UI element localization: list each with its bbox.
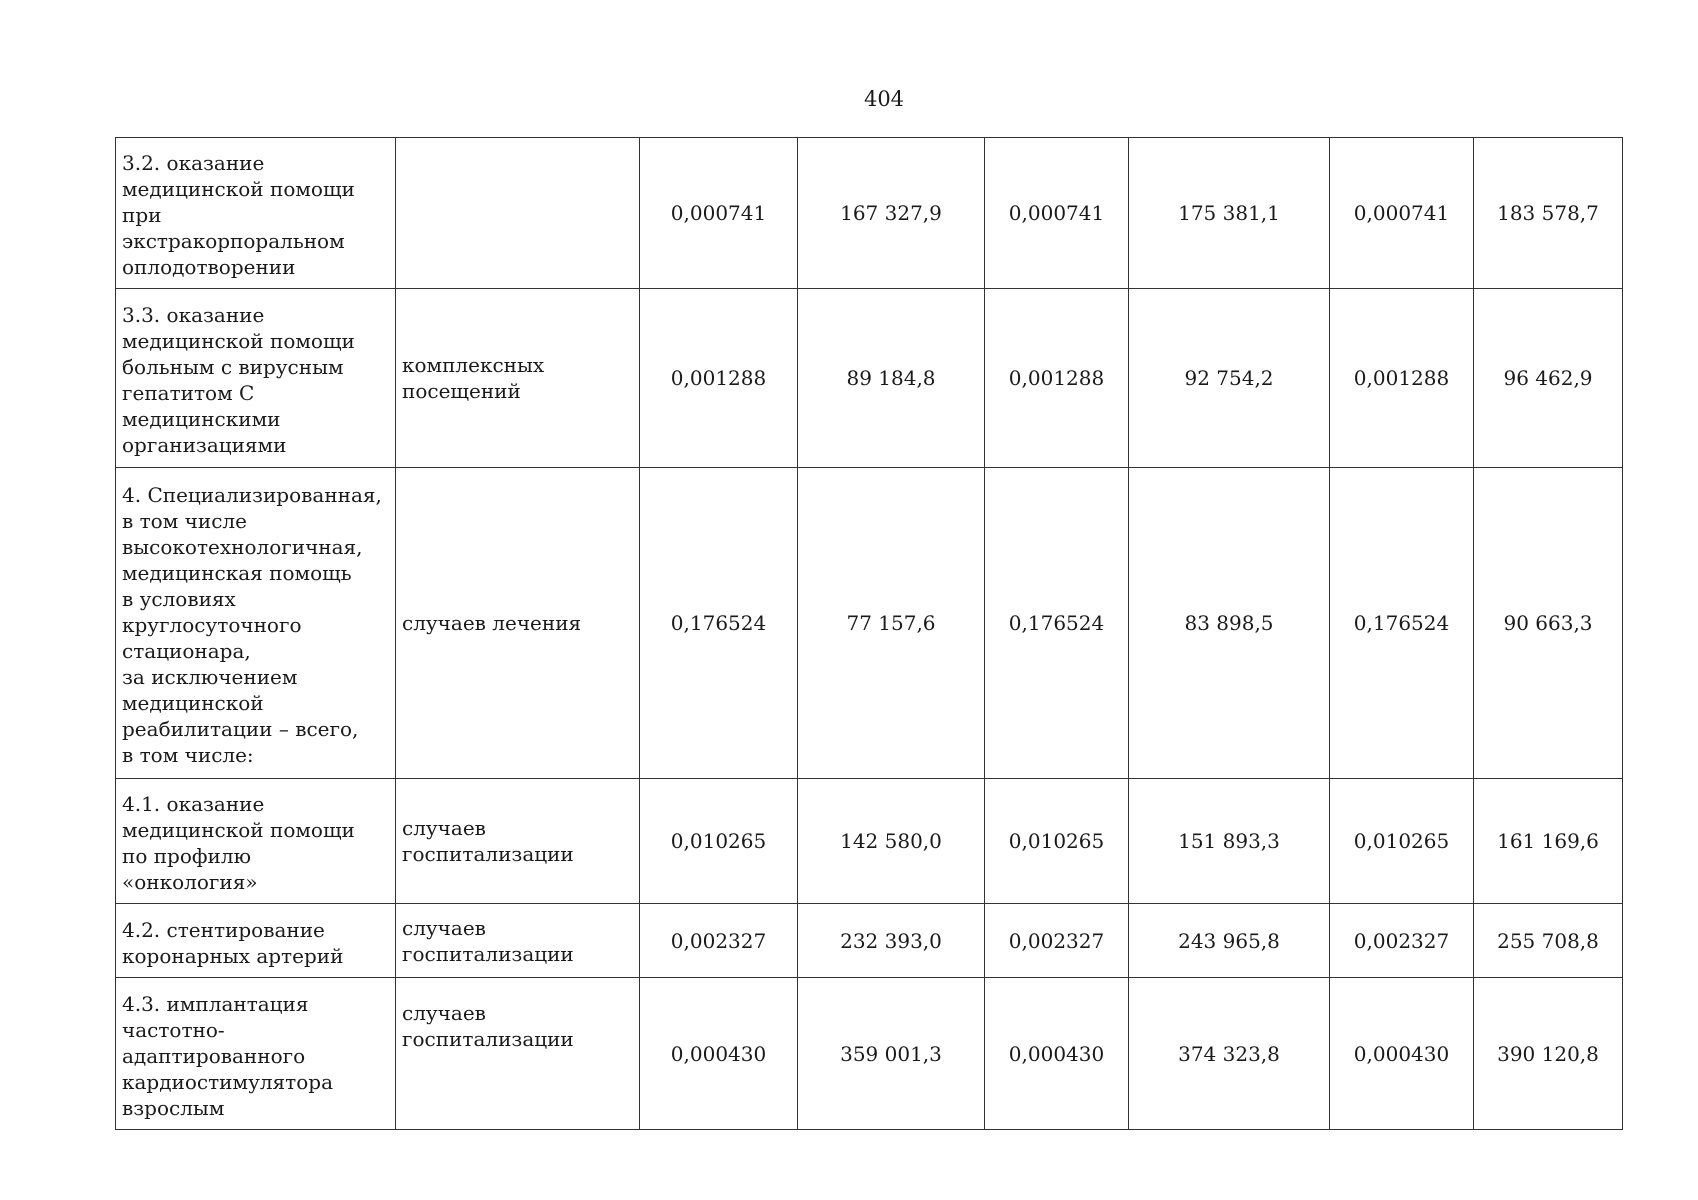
value-cell: 0,000430 — [1330, 978, 1474, 1130]
value-cell: 92 754,2 — [1129, 289, 1330, 468]
value-cell: 0,176524 — [640, 468, 798, 779]
value-cell: 0,001288 — [1330, 289, 1474, 468]
table-row — [116, 904, 1623, 978]
value-cell: 142 580,0 — [798, 779, 985, 904]
value-cell: 167 327,9 — [798, 138, 985, 289]
unit-cell: комплексных посещений — [396, 289, 640, 468]
value-cell: 83 898,5 — [1129, 468, 1330, 779]
value-cell: 0,176524 — [1330, 468, 1474, 779]
value-cell: 161 169,6 — [1474, 779, 1623, 904]
value-cell: 0,002327 — [1330, 904, 1474, 978]
value-cell: 175 381,1 — [1129, 138, 1330, 289]
table-row — [116, 468, 1623, 779]
unit-cell: случаев госпитализации — [396, 779, 640, 904]
value-cell: 0,010265 — [1330, 779, 1474, 904]
page-number: 404 — [863, 87, 905, 111]
value-cell: 0,002327 — [985, 904, 1129, 978]
value-cell: 255 708,8 — [1474, 904, 1623, 978]
unit-cell — [396, 138, 640, 289]
row-name-cell: 4.3. имплантация частотно- адаптированного кардиостимулятора взрослым — [116, 978, 396, 1130]
table-row — [116, 779, 1623, 904]
value-cell: 0,001288 — [640, 289, 798, 468]
table-row — [116, 289, 1623, 468]
table-row — [116, 138, 1623, 289]
table-row — [116, 978, 1623, 1130]
row-name-cell: 4. Специализированная, в том числе высокотехнологичная, медицинская помощь в условиях круглосуточного стационара, за исключением медицинской реабилитации – всего, в том числе: — [116, 468, 396, 779]
value-cell: 151 893,3 — [1129, 779, 1330, 904]
value-cell: 0,000430 — [985, 978, 1129, 1130]
value-cell: 0,010265 — [640, 779, 798, 904]
value-cell: 90 663,3 — [1474, 468, 1623, 779]
value-cell: 232 393,0 — [798, 904, 985, 978]
unit-cell: случаев госпитализации — [396, 904, 640, 978]
value-cell: 0,000430 — [640, 978, 798, 1130]
row-name-cell: 3.2. оказание медицинской помощи при экстракорпоральном оплодотворении — [116, 138, 396, 289]
value-cell: 0,002327 — [640, 904, 798, 978]
value-cell: 89 184,8 — [798, 289, 985, 468]
value-cell: 0,000741 — [985, 138, 1129, 289]
row-name-cell: 4.1. оказание медицинской помощи по профилю «онкология» — [116, 779, 396, 904]
unit-cell: случаев госпитализации — [396, 978, 640, 1130]
value-cell: 374 323,8 — [1129, 978, 1330, 1130]
value-cell: 0,010265 — [985, 779, 1129, 904]
unit-cell: случаев лечения — [396, 468, 640, 779]
value-cell: 77 157,6 — [798, 468, 985, 779]
row-name-cell: 4.2. стентирование коронарных артерий — [116, 904, 396, 978]
data-table — [115, 137, 1623, 1130]
value-cell: 0,000741 — [1330, 138, 1474, 289]
value-cell: 243 965,8 — [1129, 904, 1330, 978]
value-cell: 390 120,8 — [1474, 978, 1623, 1130]
value-cell: 0,001288 — [985, 289, 1129, 468]
value-cell: 96 462,9 — [1474, 289, 1623, 468]
value-cell: 0,176524 — [985, 468, 1129, 779]
row-name-cell: 3.3. оказание медицинской помощи больным с вирусным гепатитом С медицинскими организациями — [116, 289, 396, 468]
value-cell: 359 001,3 — [798, 978, 985, 1130]
value-cell: 183 578,7 — [1474, 138, 1623, 289]
value-cell: 0,000741 — [640, 138, 798, 289]
